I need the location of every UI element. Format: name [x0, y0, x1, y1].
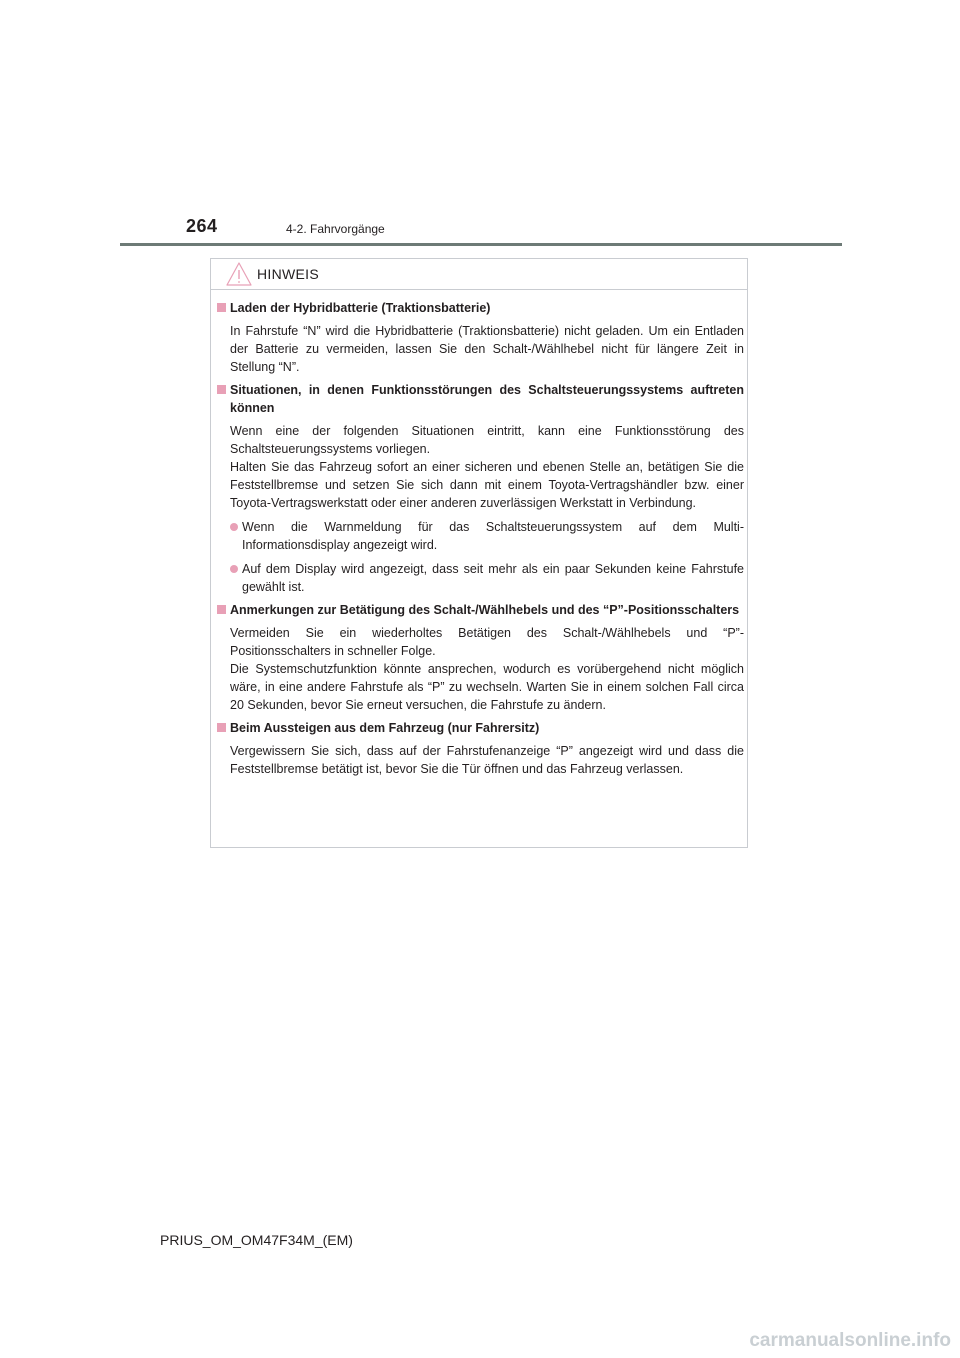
square-bullet-icon	[217, 605, 226, 614]
round-bullet-icon	[230, 565, 238, 573]
list-item	[230, 560, 744, 596]
notice-item	[216, 299, 744, 376]
watermark: carmanualsonline.info	[749, 1330, 951, 1351]
list-item-text: Auf dem Display wird angezeigt, dass seit mehr als ein paar Sekunden keine Fahrstufe gewählt ist.	[242, 562, 744, 594]
notice-box	[210, 258, 748, 848]
notice-item	[216, 719, 744, 778]
notice-title: HINWEIS	[257, 266, 319, 282]
notice-item-text: Wenn eine der folgenden Situationen eintritt, kann eine Funktionsstörung des Schaltsteuerungssystems vorliegen. Halten Sie das Fahrzeug sofort an einer sicheren und ebenen Stelle an, betätigen Sie die Feststellbremse und setzen Sie sich dann mit einem Toyota-Vertragshändler bzw. einer Toyota-Vertragswerkstatt oder einer anderen zuverlässigen Werkstatt in Verbindung.	[230, 424, 744, 510]
round-bullet-icon	[230, 523, 238, 531]
notice-item-title: Situationen, in denen Funktionsstörungen des Schaltsteuerungssystems auftreten können	[230, 383, 744, 415]
notice-item	[216, 381, 744, 596]
list-item-text: Wenn die Warnmeldung für das Schaltsteuerungssystem auf dem Multi-Informationsdisplay angezeigt wird.	[242, 520, 744, 552]
notice-item-title: Anmerkungen zur Betätigung des Schalt-/Wählhebels und des “P”-Positionsschalters	[230, 603, 740, 617]
list-item	[230, 518, 744, 554]
notice-item-title: Beim Aussteigen aus dem Fahrzeug (nur Fahrersitz)	[230, 721, 540, 735]
page-number: 264	[186, 216, 218, 236]
document-code: PRIUS_OM_OM47F34M_(EM)	[160, 1232, 353, 1248]
notice-header	[211, 259, 747, 290]
notice-item-text: In Fahrstufe “N” wird die Hybridbatterie (Traktionsbatterie) nicht geladen. Um ein Entladen der Batterie zu vermeiden, lassen Sie den Schalt-/Wählhebel nicht für längere Zeit in Stellung “N”.	[230, 324, 744, 374]
notice-item-text: Vergewissern Sie sich, dass auf der Fahrstufenanzeige “P” angezeigt wird und dass die Feststellbremse betätigt ist, bevor Sie die Tür öffnen und das Fahrzeug verlassen.	[230, 744, 744, 776]
notice-item-text: Vermeiden Sie ein wiederholtes Betätigen des Schalt-/Wählhebels und “P”-Positionsschalters in schneller Folge. Die Systemschutzfunktion könnte ansprechen, wodurch es vorübergehend nicht möglich wäre, in eine andere Fahrstufe als “P” zu wechseln. Warten Sie in einem solchen Fall circa 20 Sekunden, bevor Sie erneut versuchen, die Fahrstufe zu ändern.	[230, 626, 744, 712]
header-rule	[120, 243, 842, 246]
notice-item	[216, 601, 744, 714]
square-bullet-icon	[217, 385, 226, 394]
notice-content	[216, 299, 744, 783]
section-title: 4-2. Fahrvorgänge	[286, 222, 385, 236]
square-bullet-icon	[217, 723, 226, 732]
warning-triangle-icon	[226, 262, 252, 291]
notice-item-title: Laden der Hybridbatterie (Traktionsbatterie)	[230, 301, 491, 315]
square-bullet-icon	[217, 303, 226, 312]
